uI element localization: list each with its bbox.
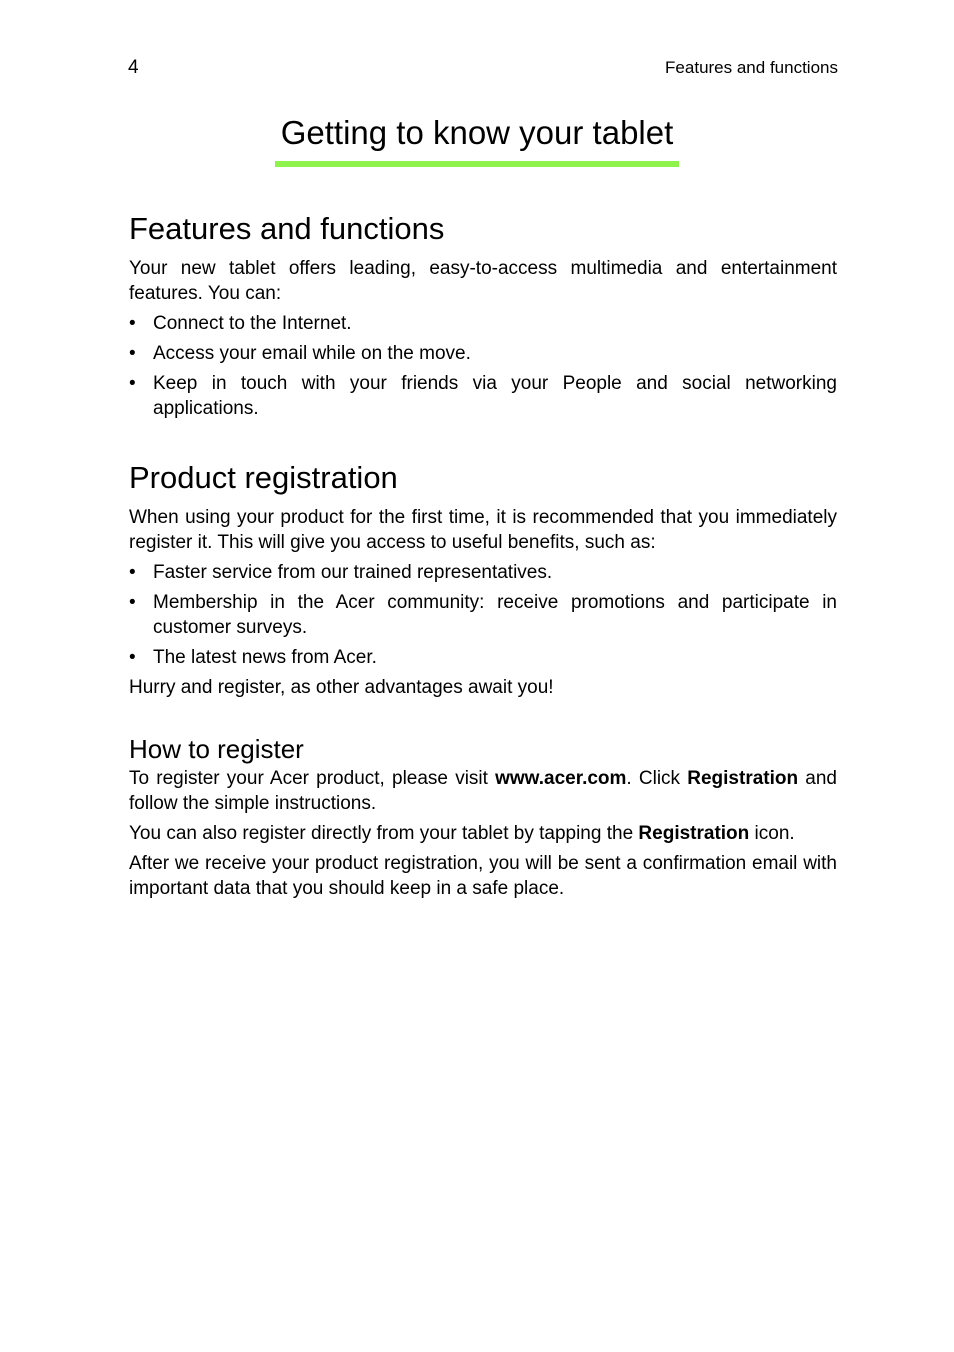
- features-heading: Features and functions: [129, 211, 445, 246]
- bullet-icon: •: [129, 373, 136, 395]
- list-item-text: Access your email while on the move.: [153, 343, 471, 365]
- list-item: [129, 341, 837, 366]
- bullet-icon: •: [129, 343, 136, 365]
- confirmation-paragraph: After we receive your product registration, you will be sent a confirmation email with important data that you should keep in a safe place.: [129, 852, 837, 899]
- register-website-paragraph: [129, 766, 837, 816]
- list-item: [129, 371, 837, 421]
- acer-website-link: www.acer.com: [495, 767, 627, 789]
- bullet-icon: •: [129, 647, 136, 669]
- page-content: [129, 210, 837, 906]
- text-run: You can also register directly from your tablet by tapping the: [129, 822, 639, 844]
- bullet-icon: •: [129, 562, 136, 584]
- registration-heading: Product registration: [129, 460, 398, 496]
- running-header: Features and functions: [665, 58, 838, 77]
- how-to-register-section: [129, 734, 837, 900]
- registration-icon-term: Registration: [638, 822, 750, 844]
- registration-term: Registration: [687, 767, 799, 789]
- registration-benefits-list: [129, 560, 837, 670]
- list-item-text: Connect to the Internet.: [153, 313, 352, 335]
- text-run: and follow the simple instructions.: [129, 767, 838, 814]
- registration-outro: Hurry and register, as other advantages await you!: [129, 677, 554, 699]
- list-item-text: The latest news from Acer.: [153, 647, 377, 669]
- chapter-header: [0, 113, 954, 167]
- bullet-icon: •: [129, 592, 136, 614]
- register-tablet-paragraph: [129, 821, 837, 846]
- how-to-register-heading: How to register: [129, 734, 304, 765]
- list-item-text: Membership in the Acer community: receive promotions and participate in customer surveys.: [153, 592, 837, 639]
- page-number: 4: [128, 57, 139, 78]
- features-intro: Your new tablet offers leading, easy-to-access multimedia and entertainment features. You can:: [129, 258, 837, 305]
- text-run: icon.: [749, 822, 795, 844]
- registration-section: [129, 459, 837, 700]
- bullet-icon: •: [129, 313, 136, 335]
- list-item: [129, 311, 837, 336]
- features-list: [129, 311, 837, 421]
- list-item: [129, 560, 837, 585]
- text-run: To register your Acer product, please visit: [129, 767, 496, 789]
- chapter-title: Getting to know your tablet: [275, 113, 680, 167]
- list-item: [129, 590, 837, 640]
- list-item-text: Faster service from our trained representatives.: [153, 562, 553, 584]
- list-item: [129, 645, 837, 670]
- text-run: . Click: [626, 767, 688, 789]
- registration-intro: When using your product for the first time, it is recommended that you immediately register it. This will give you access to useful benefits, such as:: [129, 507, 837, 554]
- list-item-text: Keep in touch with your friends via your People and social networking applications.: [153, 373, 837, 420]
- features-section: [129, 210, 837, 421]
